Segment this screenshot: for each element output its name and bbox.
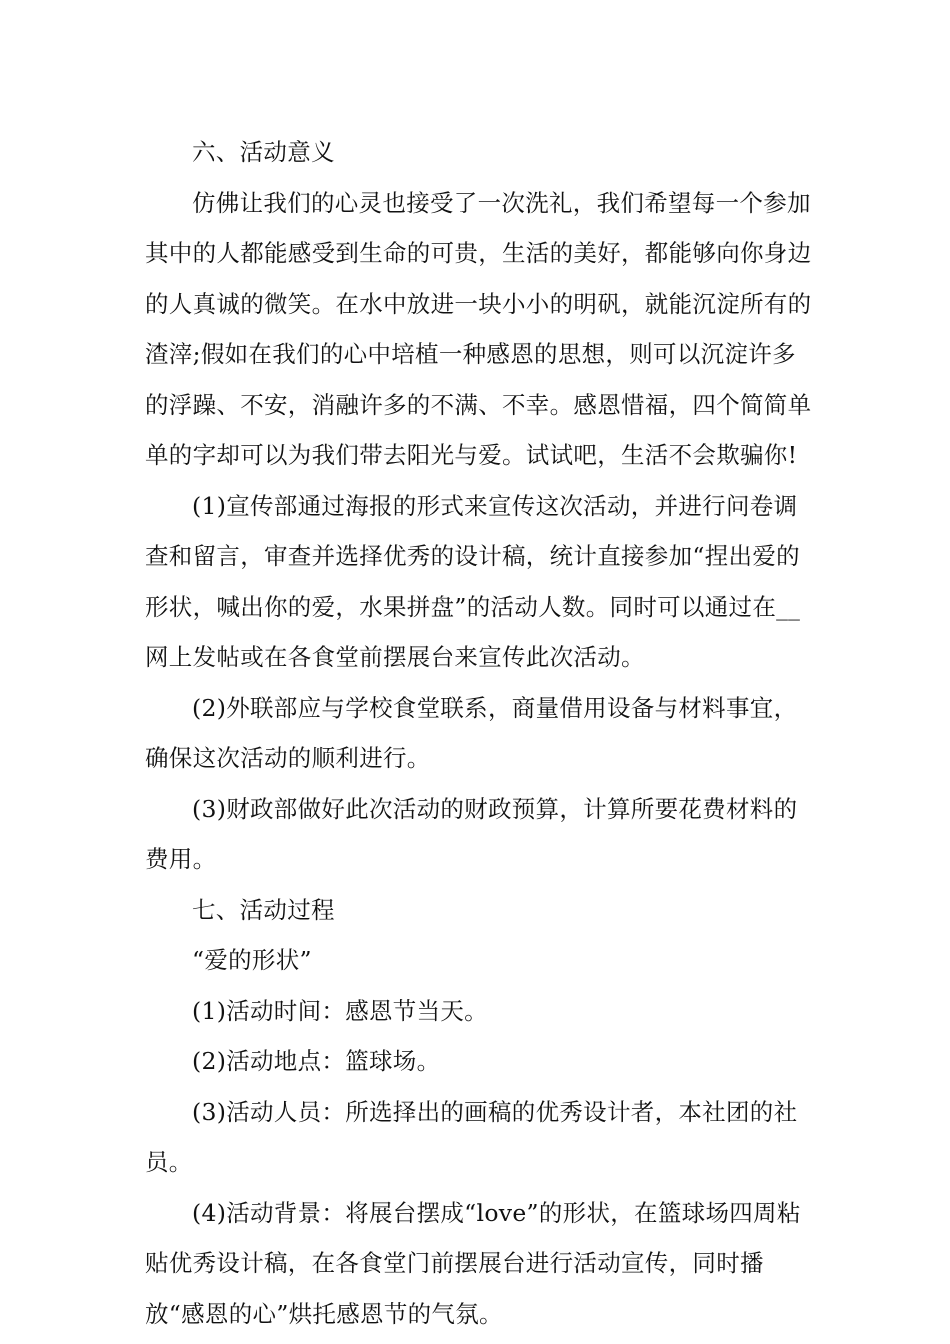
paragraph-activity-meaning: 仿佛让我们的心灵也接受了一次洗礼，我们希望每一个参加其中的人都能感受到生命的可贵，生活的美好，都能够向你身边的人真诚的微笑。在水中放进一块小小的明矾，就能沉淀所有的渣滓;假如在我们的心中培植一种感恩的思想，则可以沉淀许多的浮躁、不安，消融许多的不满、不幸。感恩惜福，四个简简单单的字却可以为我们带去阳光与爱。试试吧，生活不会欺骗你! [145, 188, 812, 469]
paragraph-liaison-department: (2)外联部应与学校食堂联系，商量借用设备与材料事宜，确保这次活动的顺利进行。 [145, 693, 798, 772]
paragraph-activity-background: (4)活动背景：将展台摆成“love”的形状，在篮球场四周粘贴优秀设计稿，在各食堂门前摆展台进行活动宣传，同时播放“感恩的心”烘托感恩节的气氛。 [145, 1198, 801, 1328]
subheading-shape-of-love: “爱的形状” [192, 946, 312, 974]
paragraph-activity-time: (1)活动时间：感恩节当天。 [192, 996, 488, 1025]
section-heading-activity-process: 七、活动过程 [192, 895, 335, 924]
section-heading-activity-meaning: 六、活动意义 [192, 138, 335, 166]
paragraph-activity-participants: (3)活动人员：所选择出的画稿的优秀设计者，本社团的社员。 [145, 1097, 798, 1176]
paragraph-activity-location: (2)活动地点：篮球场。 [192, 1047, 441, 1075]
document-body [145, 127, 815, 1339]
paragraph-publicity-department: (1)宣传部通过海报的形式来宣传这次活动，并进行问卷调查和留言，审查并选择优秀的设计稿，统计直接参加“捏出爱的形状，喊出你的爱，水果拼盘”的活动人数。同时可以通过在__网上发帖或在各食堂前摆展台来宣传此次活动。 [145, 491, 801, 671]
paragraph-finance-department: (3)财政部做好此次活动的财政预算，计算所要花费材料的费用。 [145, 794, 798, 873]
